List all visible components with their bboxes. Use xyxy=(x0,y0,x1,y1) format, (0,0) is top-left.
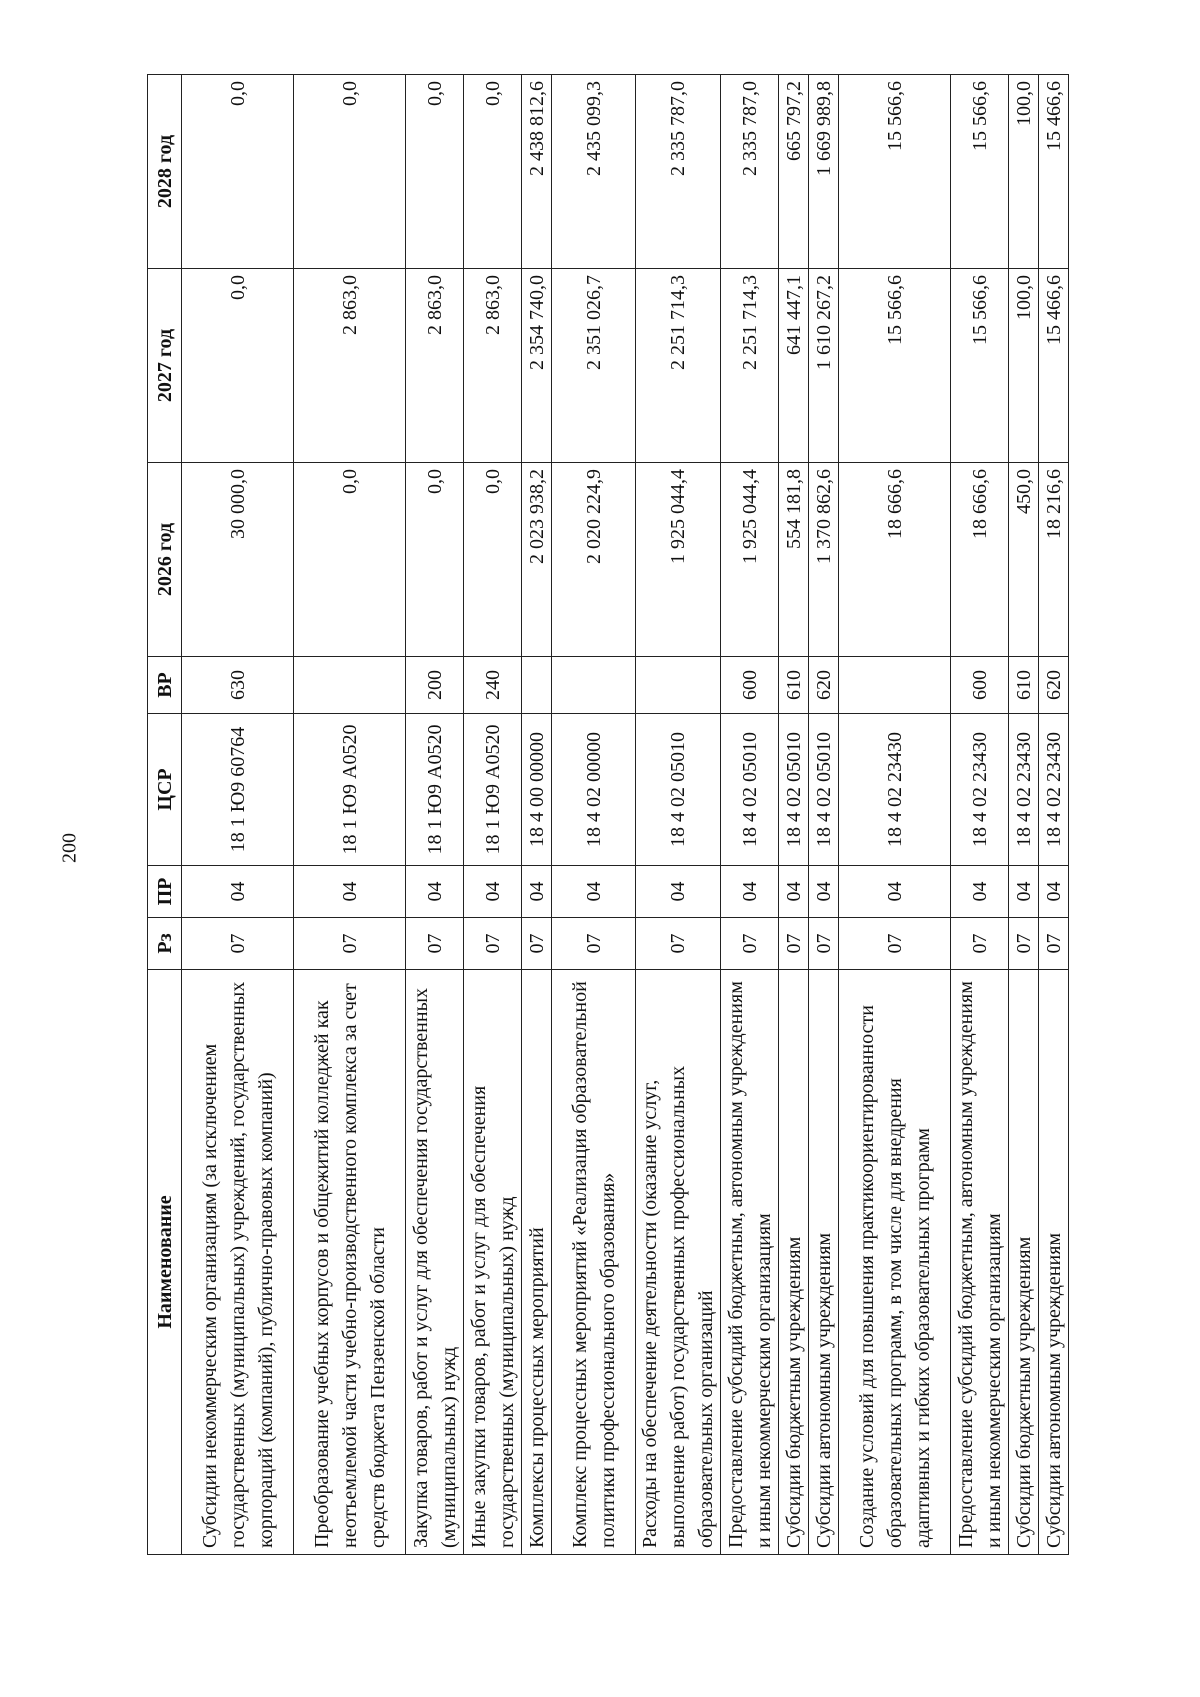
row-name: Создание условий для повышения практикоориентированности образовательных программ, в том числе для внедрения адаптивных и гибких образовательных программ xyxy=(839,970,951,1555)
row-2026: 1 925 044,4 xyxy=(636,463,721,657)
row-name: Комплекс процессных мероприятий «Реализация образовательной политики профессионального образования» xyxy=(552,970,636,1555)
row-2028: 2 335 787,0 xyxy=(721,75,779,269)
row-csr: 18 4 02 05010 xyxy=(779,714,809,866)
row-csr: 18 4 02 23430 xyxy=(1039,714,1069,866)
row-pr: 04 xyxy=(779,866,809,918)
table-row xyxy=(294,75,406,1555)
row-2026: 0,0 xyxy=(464,463,522,657)
row-2026: 0,0 xyxy=(406,463,464,657)
row-2028: 1 669 989,8 xyxy=(809,75,839,269)
row-vr xyxy=(522,657,552,714)
row-2028: 0,0 xyxy=(406,75,464,269)
row-vr: 600 xyxy=(721,657,779,714)
header-vr: ВР xyxy=(148,657,182,714)
row-name: Предоставление субсидий бюджетным, автономным учреждениям и иным некоммерческим организациям xyxy=(721,970,779,1555)
row-rz: 07 xyxy=(839,918,951,970)
row-csr: 18 1 Ю9 60764 xyxy=(182,714,294,866)
row-2028: 0,0 xyxy=(464,75,522,269)
row-2028: 2 438 812,6 xyxy=(522,75,552,269)
table-row xyxy=(779,75,809,1555)
row-rz: 07 xyxy=(406,918,464,970)
table-row xyxy=(721,75,779,1555)
row-csr: 18 4 02 23430 xyxy=(1009,714,1039,866)
row-2027: 0,0 xyxy=(182,269,294,463)
row-pr: 04 xyxy=(464,866,522,918)
row-2028: 100,0 xyxy=(1009,75,1039,269)
table-row xyxy=(182,75,294,1555)
row-pr: 04 xyxy=(721,866,779,918)
row-csr: 18 1 Ю9 А0520 xyxy=(294,714,406,866)
row-name: Субсидии бюджетным учреждениям xyxy=(1009,970,1039,1555)
row-pr: 04 xyxy=(1009,866,1039,918)
row-2027: 2 863,0 xyxy=(464,269,522,463)
row-vr: 610 xyxy=(1009,657,1039,714)
table-row xyxy=(809,75,839,1555)
row-csr: 18 1 Ю9 А0520 xyxy=(464,714,522,866)
header-name: Наименование xyxy=(148,970,182,1555)
row-2028: 15 466,6 xyxy=(1039,75,1069,269)
row-vr xyxy=(552,657,636,714)
row-2027: 641 447,1 xyxy=(779,269,809,463)
row-name: Субсидии некоммерческим организациям (за исключением государственных (муниципальных) учреждений, государственных корпораций (компаний), публично-правовых компаний) xyxy=(182,970,294,1555)
row-rz: 07 xyxy=(779,918,809,970)
row-name: Преобразование учебных корпусов и общежитий колледжей как неотъемлемой части учебно-производственного комплекса за счет средств бюджета Пензенской области xyxy=(294,970,406,1555)
row-rz: 07 xyxy=(809,918,839,970)
table-row xyxy=(1039,75,1069,1555)
row-csr: 18 4 02 05010 xyxy=(721,714,779,866)
row-rz: 07 xyxy=(721,918,779,970)
row-name: Расходы на обеспечение деятельности (оказание услуг, выполнение работ) государственных профессиональных образовательных организаций xyxy=(636,970,721,1555)
row-vr: 620 xyxy=(1039,657,1069,714)
row-csr: 18 4 02 05010 xyxy=(636,714,721,866)
header-rz: Рз xyxy=(148,918,182,970)
row-vr: 620 xyxy=(809,657,839,714)
table-row xyxy=(636,75,721,1555)
row-name: Предоставление субсидий бюджетным, автономным учреждениям и иным некоммерческим организациям xyxy=(951,970,1009,1555)
row-2026: 18 666,6 xyxy=(839,463,951,657)
row-2027: 2 863,0 xyxy=(294,269,406,463)
row-csr: 18 4 02 00000 xyxy=(552,714,636,866)
row-vr: 630 xyxy=(182,657,294,714)
row-pr: 04 xyxy=(809,866,839,918)
row-name: Иные закупки товаров, работ и услуг для обеспечения государственных (муниципальных) нужд xyxy=(464,970,522,1555)
row-2027: 100,0 xyxy=(1009,269,1039,463)
row-2026: 2 020 224,9 xyxy=(552,463,636,657)
row-name: Комплексы процессных мероприятий xyxy=(522,970,552,1555)
page-number: 200 xyxy=(58,833,81,863)
row-pr: 04 xyxy=(406,866,464,918)
row-csr: 18 1 Ю9 А0520 xyxy=(406,714,464,866)
row-vr xyxy=(294,657,406,714)
header-csr: ЦСР xyxy=(148,714,182,866)
row-2026: 18 666,6 xyxy=(951,463,1009,657)
budget-table xyxy=(147,74,1069,1555)
row-rz: 07 xyxy=(182,918,294,970)
row-vr: 200 xyxy=(406,657,464,714)
row-csr: 18 4 02 05010 xyxy=(809,714,839,866)
row-vr xyxy=(839,657,951,714)
row-2026: 30 000,0 xyxy=(182,463,294,657)
row-2027: 2 351 026,7 xyxy=(552,269,636,463)
row-csr: 18 4 00 00000 xyxy=(522,714,552,866)
row-vr xyxy=(636,657,721,714)
row-2028: 15 566,6 xyxy=(951,75,1009,269)
row-vr: 610 xyxy=(779,657,809,714)
row-2027: 2 863,0 xyxy=(406,269,464,463)
table-row xyxy=(522,75,552,1555)
header-2028: 2028 год xyxy=(148,75,182,269)
row-2028: 15 566,6 xyxy=(839,75,951,269)
header-2026: 2026 год xyxy=(148,463,182,657)
row-pr: 04 xyxy=(294,866,406,918)
row-rz: 07 xyxy=(1009,918,1039,970)
row-2027: 1 610 267,2 xyxy=(809,269,839,463)
row-2026: 0,0 xyxy=(294,463,406,657)
row-2026: 2 023 938,2 xyxy=(522,463,552,657)
row-2026: 18 216,6 xyxy=(1039,463,1069,657)
table-row xyxy=(552,75,636,1555)
row-pr: 04 xyxy=(552,866,636,918)
row-2027: 15 466,6 xyxy=(1039,269,1069,463)
table-header-row xyxy=(148,75,182,1555)
row-2027: 2 251 714,3 xyxy=(636,269,721,463)
table-row xyxy=(839,75,951,1555)
row-2027: 15 566,6 xyxy=(951,269,1009,463)
header-pr: ПР xyxy=(148,866,182,918)
row-2028: 2 435 099,3 xyxy=(552,75,636,269)
row-vr: 600 xyxy=(951,657,1009,714)
row-pr: 04 xyxy=(1039,866,1069,918)
row-pr: 04 xyxy=(839,866,951,918)
row-2026: 450,0 xyxy=(1009,463,1039,657)
table-row xyxy=(1009,75,1039,1555)
row-pr: 04 xyxy=(951,866,1009,918)
row-csr: 18 4 02 23430 xyxy=(839,714,951,866)
row-pr: 04 xyxy=(182,866,294,918)
row-rz: 07 xyxy=(552,918,636,970)
row-pr: 04 xyxy=(636,866,721,918)
row-2028: 2 335 787,0 xyxy=(636,75,721,269)
row-2026: 1 370 862,6 xyxy=(809,463,839,657)
row-2026: 554 181,8 xyxy=(779,463,809,657)
table-row xyxy=(406,75,464,1555)
row-2026: 1 925 044,4 xyxy=(721,463,779,657)
row-2027: 2 251 714,3 xyxy=(721,269,779,463)
row-name: Субсидии автономным учреждениям xyxy=(1039,970,1069,1555)
row-2027: 15 566,6 xyxy=(839,269,951,463)
row-rz: 07 xyxy=(1039,918,1069,970)
rotated-table-container xyxy=(147,75,1065,1555)
row-2028: 0,0 xyxy=(182,75,294,269)
row-pr: 04 xyxy=(522,866,552,918)
row-2028: 665 797,2 xyxy=(779,75,809,269)
row-name: Субсидии бюджетным учреждениям xyxy=(779,970,809,1555)
row-2028: 0,0 xyxy=(294,75,406,269)
table-row xyxy=(951,75,1009,1555)
row-rz: 07 xyxy=(636,918,721,970)
row-vr: 240 xyxy=(464,657,522,714)
row-2027: 2 354 740,0 xyxy=(522,269,552,463)
row-rz: 07 xyxy=(522,918,552,970)
header-2027: 2027 год xyxy=(148,269,182,463)
row-csr: 18 4 02 23430 xyxy=(951,714,1009,866)
row-name: Субсидии автономным учреждениям xyxy=(809,970,839,1555)
table-row xyxy=(464,75,522,1555)
row-rz: 07 xyxy=(464,918,522,970)
row-rz: 07 xyxy=(294,918,406,970)
row-rz: 07 xyxy=(951,918,1009,970)
row-name: Закупка товаров, работ и услуг для обеспечения государственных (муниципальных) нужд xyxy=(406,970,464,1555)
